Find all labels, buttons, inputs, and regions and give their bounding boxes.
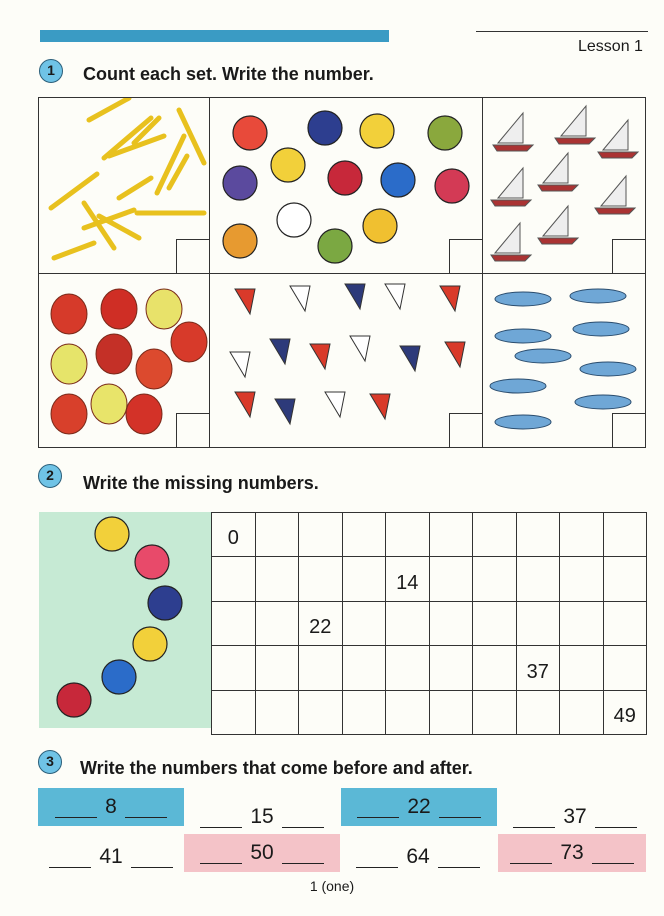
counting-grid [38, 97, 646, 448]
set-sailboats [483, 98, 645, 274]
grid-cell-given: 49 [603, 690, 647, 734]
grid-cell-blank[interactable] [473, 557, 517, 601]
grid-cell-blank[interactable] [342, 646, 386, 690]
grid-cell-blank[interactable] [299, 690, 343, 734]
section-2-badge: 2 [38, 464, 62, 488]
grid-cell-blank[interactable] [212, 557, 256, 601]
grid-cell-blank[interactable] [473, 646, 517, 690]
grid-cell-blank[interactable] [299, 557, 343, 601]
grid-cell-blank[interactable] [560, 513, 604, 557]
grid-cell-blank[interactable] [255, 513, 299, 557]
grid-cell-blank[interactable] [516, 601, 560, 645]
section-3-badge: 3 [38, 750, 62, 774]
grid-cell-blank[interactable] [560, 690, 604, 734]
set-apples [39, 274, 210, 447]
grid-cell-blank[interactable] [603, 557, 647, 601]
grid-cell-given: 0 [212, 513, 256, 557]
grid-cell-blank[interactable] [212, 601, 256, 645]
answer-box[interactable] [449, 413, 482, 447]
set-soccer-balls [210, 98, 483, 274]
balls-decoration [39, 512, 211, 728]
before-after-item: 73 [498, 834, 646, 872]
before-after-item: 8 [38, 788, 184, 826]
answer-box[interactable] [449, 239, 482, 273]
grid-cell-blank[interactable] [386, 646, 430, 690]
grid-cell-given: 37 [516, 646, 560, 690]
number-grid [211, 512, 647, 735]
grid-cell-blank[interactable] [255, 601, 299, 645]
grid-cell-blank[interactable] [603, 513, 647, 557]
grid-cell-blank[interactable] [473, 690, 517, 734]
grid-cell-blank[interactable] [386, 690, 430, 734]
answer-box[interactable] [612, 239, 645, 273]
grid-cell-blank[interactable] [342, 557, 386, 601]
before-after-item: 64 [345, 838, 491, 876]
before-after-item: 22 [341, 788, 497, 826]
grid-cell-blank[interactable] [516, 513, 560, 557]
section-3-heading: Write the numbers that come before and after. [80, 758, 473, 778]
header-rule [476, 31, 648, 32]
grid-cell-blank[interactable] [255, 690, 299, 734]
set-fish [483, 274, 645, 447]
grid-cell-blank[interactable] [429, 690, 473, 734]
kites-illustration [210, 274, 483, 447]
grid-cell-blank[interactable] [299, 513, 343, 557]
grid-cell-blank[interactable] [342, 690, 386, 734]
grid-cell-blank[interactable] [342, 601, 386, 645]
section-1-heading: Count each set. Write the number. [83, 64, 374, 84]
answer-box[interactable] [612, 413, 645, 447]
header-color-bar [40, 30, 389, 42]
grid-cell-blank[interactable] [429, 601, 473, 645]
grid-cell-blank[interactable] [386, 601, 430, 645]
grid-cell-blank[interactable] [255, 646, 299, 690]
before-after-item: 41 [38, 838, 184, 876]
grid-cell-blank[interactable] [386, 513, 430, 557]
grid-cell-given: 14 [386, 557, 430, 601]
grid-cell-blank[interactable] [212, 690, 256, 734]
grid-cell-blank[interactable] [603, 601, 647, 645]
grid-cell-blank[interactable] [516, 690, 560, 734]
grid-cell-blank[interactable] [603, 646, 647, 690]
grid-cell-blank[interactable] [429, 646, 473, 690]
grid-cell-given: 22 [299, 601, 343, 645]
before-after-item: 50 [184, 834, 340, 872]
answer-box[interactable] [176, 239, 209, 273]
grid-cell-blank[interactable] [299, 646, 343, 690]
before-after-item: 15 [189, 798, 335, 836]
grid-cell-blank[interactable] [473, 601, 517, 645]
answer-box[interactable] [176, 413, 209, 447]
grid-cell-blank[interactable] [560, 557, 604, 601]
page-number: 1 (one) [309, 878, 355, 894]
grid-cell-blank[interactable] [342, 513, 386, 557]
grid-cell-blank[interactable] [429, 513, 473, 557]
soccer-balls-illustration [210, 98, 483, 274]
section-2-heading: Write the missing numbers. [83, 473, 319, 493]
set-pencils [39, 98, 210, 274]
grid-cell-blank[interactable] [560, 601, 604, 645]
before-after-item: 37 [502, 798, 648, 836]
lesson-label: Lesson 1 [578, 38, 643, 55]
grid-cell-blank[interactable] [255, 557, 299, 601]
grid-cell-blank[interactable] [560, 646, 604, 690]
grid-cell-blank[interactable] [429, 557, 473, 601]
section-1-badge: 1 [39, 59, 63, 83]
grid-cell-blank[interactable] [212, 646, 256, 690]
grid-cell-blank[interactable] [516, 557, 560, 601]
set-kites [210, 274, 483, 447]
grid-cell-blank[interactable] [473, 513, 517, 557]
